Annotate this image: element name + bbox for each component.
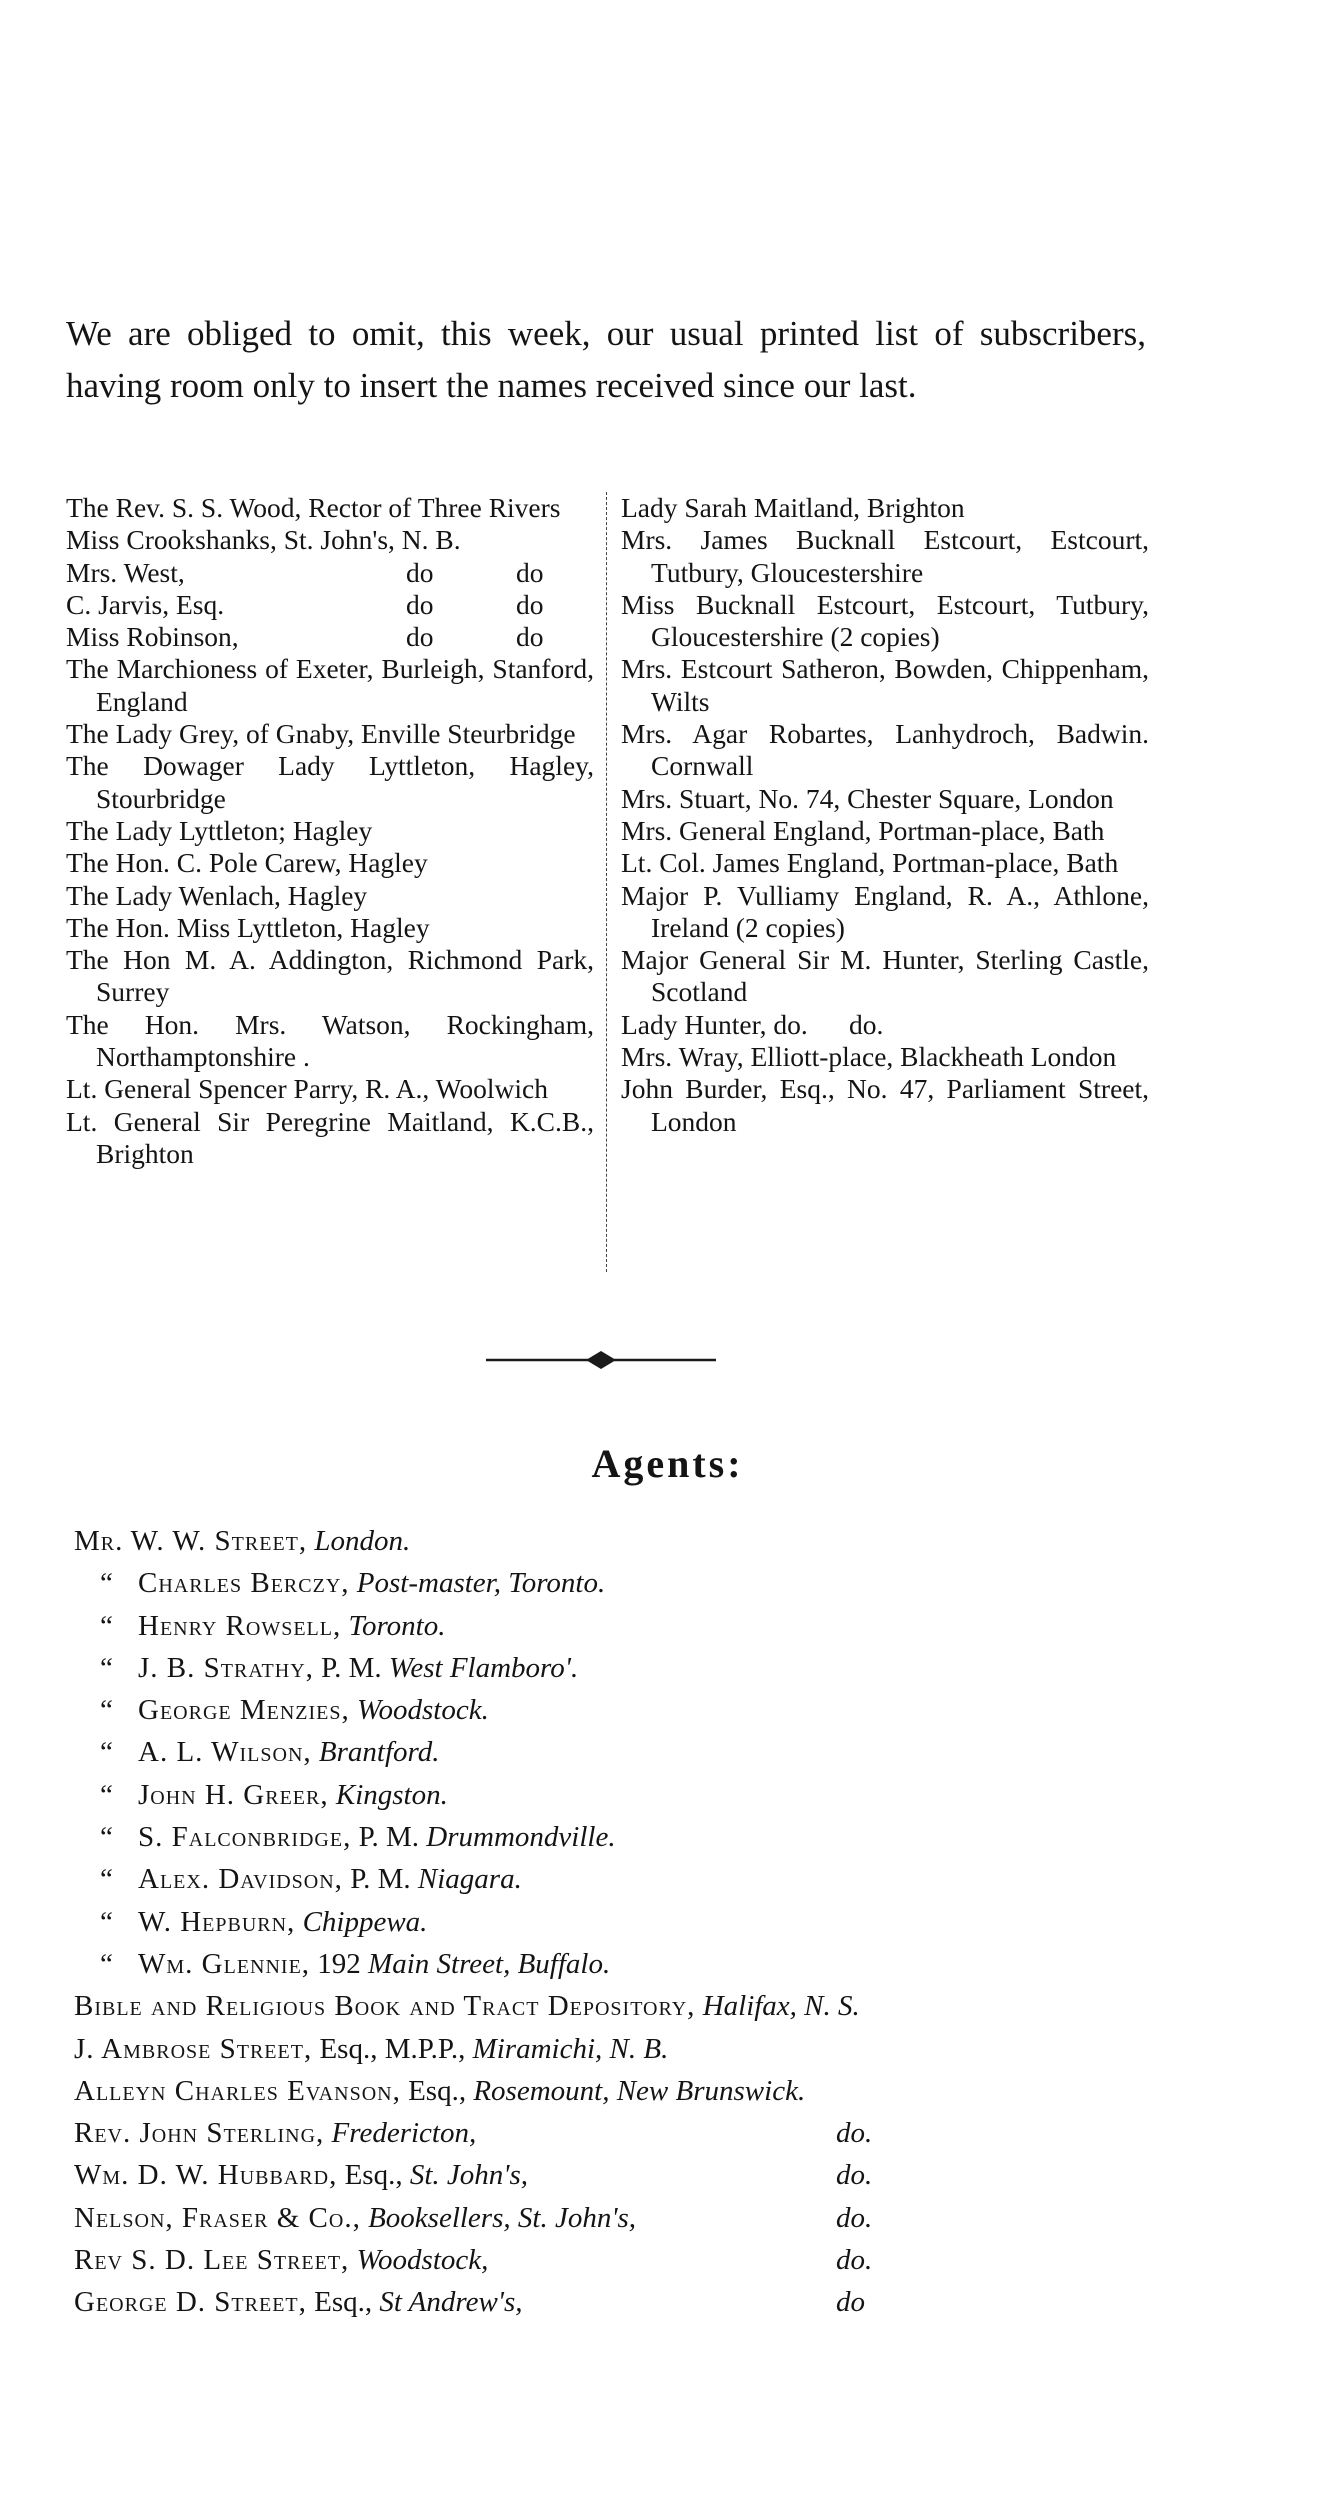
agent-name: Wm. Glennie, — [138, 1947, 311, 1980]
subscriber-entry: Mrs. Estcourt Satheron, Bowden, Chippenham, Wilts — [621, 653, 1156, 717]
subscriber-entry: Mrs. Agar Robartes, Lanhydroch, Badwin. Cornwall — [621, 718, 1156, 782]
subscriber-entry — [66, 589, 594, 621]
agent-row — [74, 1816, 1184, 1858]
agent-place: St Andrew's, — [379, 2286, 523, 2319]
agent-row — [74, 2154, 1184, 2196]
agent-place: London. — [314, 1525, 411, 1557]
subscriber-entry: The Hon M. A. Addington, Richmond Park, Surrey — [66, 944, 594, 1008]
agent-name: J. Ambrose Street, — [74, 2032, 313, 2065]
subscriber-entry: The Hon. C. Pole Carew, Hagley — [66, 847, 428, 879]
agent-place: Drummondville. — [426, 1821, 616, 1854]
ditto-do: do. — [836, 2159, 873, 2192]
agent-place: Woodstock. — [357, 1694, 489, 1727]
agent-row — [74, 2112, 1184, 2154]
subscriber-entry: Lt. General Spencer Parry, R. A., Woolwich — [66, 1073, 548, 1105]
subscriber-entry: Mrs. James Bucknall Estcourt, Estcourt, Tutbury, Gloucestershire — [621, 524, 1156, 588]
agent-detail: P. M. — [350, 1863, 411, 1896]
subscriber-entry: Miss Crookshanks, St. John's, N. B. — [66, 524, 461, 556]
divider-ornament-icon — [486, 1348, 716, 1372]
subscriber-name: Mrs. West, — [66, 556, 185, 588]
agent-name: W. W. Street, — [130, 1525, 308, 1557]
agent-row — [74, 1562, 1184, 1604]
agent-name: Rev S. D. Lee Street, — [74, 2244, 350, 2277]
subscriber-entry: Lt. Col. James England, Portman-place, Bath — [621, 847, 1119, 879]
agent-name: Wm. D. W. Hubbard, — [74, 2159, 338, 2192]
ditto-mark: “ — [100, 1694, 113, 1727]
subscriber-entry: The Marchioness of Exeter, Burleigh, Stanford, England — [66, 653, 594, 717]
ditto-do: do — [406, 556, 434, 588]
ditto-mark: “ — [100, 1736, 113, 1769]
agent-place: West Flamboro'. — [388, 1651, 579, 1684]
agent-detail: Esq., M.P.P., — [319, 2032, 466, 2065]
agent-name: A. L. Wilson, — [138, 1736, 312, 1769]
subscriber-entry: Lt. General Sir Peregrine Maitland, K.C.B., Brighton — [66, 1105, 594, 1169]
subscriber-entry: The Dowager Lady Lyttleton, Hagley, Stourbridge — [66, 750, 594, 814]
subscriber-entry: The Rev. S. S. Wood, Rector of Three Rivers — [66, 492, 561, 523]
subscriber-entry: Mrs. Stuart, No. 74, Chester Square, London — [621, 782, 1114, 814]
ditto-mark: “ — [100, 1609, 113, 1642]
subscriber-entry: The Hon. Miss Lyttleton, Hagley — [66, 911, 430, 943]
ditto-do: do. — [836, 2117, 873, 2150]
subscriber-entry: Miss Bucknall Estcourt, Estcourt, Tutbury, Gloucestershire (2 copies) — [621, 588, 1156, 653]
agent-row — [74, 1985, 1184, 2027]
agent-row — [74, 1605, 1184, 1647]
ditto-mark: “ — [100, 1778, 113, 1811]
agent-place: Fredericton, — [331, 2117, 477, 2150]
agent-row — [74, 1689, 1184, 1731]
agent-place: Niagara. — [417, 1863, 522, 1896]
agent-row — [74, 1520, 1184, 1562]
agent-row — [74, 1647, 1184, 1689]
subscriber-entry: The Lady Wenlach, Hagley — [66, 879, 368, 911]
agents-list — [74, 1520, 1184, 2324]
agent-name: Alex. Davidson, — [138, 1863, 343, 1896]
ditto-do: do — [836, 2286, 865, 2319]
agent-place: St. John's, — [517, 2201, 637, 2234]
subscriber-notice: We are obliged to omit, this week, our usual printed list of subscribers, having room only to insert the names received since our last. — [66, 314, 1146, 405]
agent-name: Charles Berczy, — [138, 1567, 350, 1600]
subscriber-column-left — [66, 492, 606, 1272]
agent-place: Post-master, Toronto. — [356, 1567, 606, 1600]
agent-detail: P. M. — [321, 1651, 382, 1684]
agent-row — [74, 1943, 1184, 1985]
agent-place: Chippewa. — [302, 1905, 428, 1938]
subscriber-entry: John Burder, Esq., No. 47, Parliament Street, London — [621, 1073, 1156, 1137]
agent-row — [74, 1858, 1184, 1900]
agent-name: S. Falconbridge, — [138, 1821, 352, 1854]
subscriber-entry: The Lady Lyttleton; Hagley — [66, 814, 373, 846]
subscriber-list — [66, 492, 1156, 1272]
subscriber-entry — [66, 557, 594, 589]
subscriber-entry: Lady Sarah Maitland, Brighton — [621, 492, 965, 523]
ditto-mark: “ — [100, 1905, 113, 1938]
agent-detail: P. M. — [358, 1821, 420, 1854]
agent-name: Bible and Religious Book and Tract Depository, — [74, 1990, 696, 2023]
agent-row — [74, 1901, 1184, 1943]
ditto-do: do — [406, 588, 434, 620]
agent-place: Rosemount, New Brunswick. — [473, 2074, 806, 2107]
agent-detail: Booksellers, — [368, 2201, 511, 2234]
ditto-do: do. — [836, 2244, 873, 2277]
ditto-do: do — [516, 621, 544, 653]
ditto-mark: “ — [100, 1863, 113, 1896]
agent-place: St. John's, — [409, 2159, 528, 2192]
agent-name: George D. Street, — [74, 2286, 307, 2319]
agent-row — [74, 2028, 1184, 2070]
agents-heading: Agents: — [591, 1441, 744, 1486]
agent-place: Kingston. — [335, 1778, 448, 1811]
subscriber-column-right — [606, 492, 1156, 1272]
agent-detail: Esq., — [408, 2074, 467, 2107]
agent-row — [74, 2070, 1184, 2112]
agent-name: Nelson, Fraser & Co., — [74, 2201, 361, 2234]
agent-row — [74, 2239, 1184, 2281]
ditto-do: do — [406, 621, 434, 653]
agent-prefix: Mr. — [74, 1525, 124, 1557]
agent-place: Woodstock, — [356, 2244, 489, 2277]
ditto-mark: “ — [100, 1821, 113, 1854]
agent-name: J. B. Strathy, — [138, 1651, 314, 1684]
agent-place: Brantford. — [318, 1736, 440, 1769]
agent-name: Rev. John Sterling, — [74, 2117, 325, 2150]
agent-place: Miramichi, N. B. — [472, 2032, 669, 2065]
subscriber-name: Miss Robinson, — [66, 621, 239, 653]
subscriber-entry — [66, 621, 594, 653]
agent-place: Main Street, Buffalo. — [368, 1947, 611, 1980]
agent-detail: Esq., — [344, 2159, 403, 2192]
subscriber-entry: The Hon. Mrs. Watson, Rockingham, Northamptonshire . — [66, 1008, 594, 1073]
subscriber-entry: Major General Sir M. Hunter, Sterling Castle, Scotland — [621, 944, 1156, 1008]
ditto-do: do. — [836, 2201, 873, 2234]
agent-name: Henry Rowsell, — [138, 1609, 342, 1642]
agent-row — [74, 1774, 1184, 1816]
agent-detail: Esq., — [314, 2286, 373, 2319]
agent-name: George Menzies, — [138, 1694, 350, 1727]
subscriber-entry: Mrs. General England, Portman-place, Bath — [621, 814, 1105, 846]
subscriber-entry: Major P. Vulliamy England, R. A., Athlone, Ireland (2 copies) — [621, 879, 1156, 943]
agent-name: Alleyn Charles Evanson, — [74, 2074, 401, 2107]
agent-detail: 192 — [317, 1947, 361, 1980]
ditto-mark: “ — [100, 1947, 113, 1980]
agent-row — [74, 1731, 1184, 1773]
ditto-do: do — [516, 556, 544, 588]
agent-place: Toronto. — [348, 1609, 446, 1642]
agent-place: Halifax, N. S. — [702, 1990, 860, 2023]
subscriber-entry: Lady Hunter, do. do. — [621, 1008, 884, 1040]
ditto-mark: “ — [100, 1567, 113, 1600]
agent-row — [74, 2281, 1184, 2323]
ditto-mark: “ — [100, 1651, 113, 1684]
agent-name: John H. Greer, — [138, 1778, 329, 1811]
agent-name: W. Hepburn, — [138, 1905, 296, 1938]
subscriber-name: C. Jarvis, Esq. — [66, 588, 225, 620]
agent-row — [74, 2197, 1184, 2239]
ditto-do: do — [516, 588, 544, 620]
subscriber-entry: The Lady Grey, of Gnaby, Enville Steurbridge — [66, 718, 576, 750]
subscriber-entry: Mrs. Wray, Elliott-place, Blackheath London — [621, 1041, 1117, 1073]
